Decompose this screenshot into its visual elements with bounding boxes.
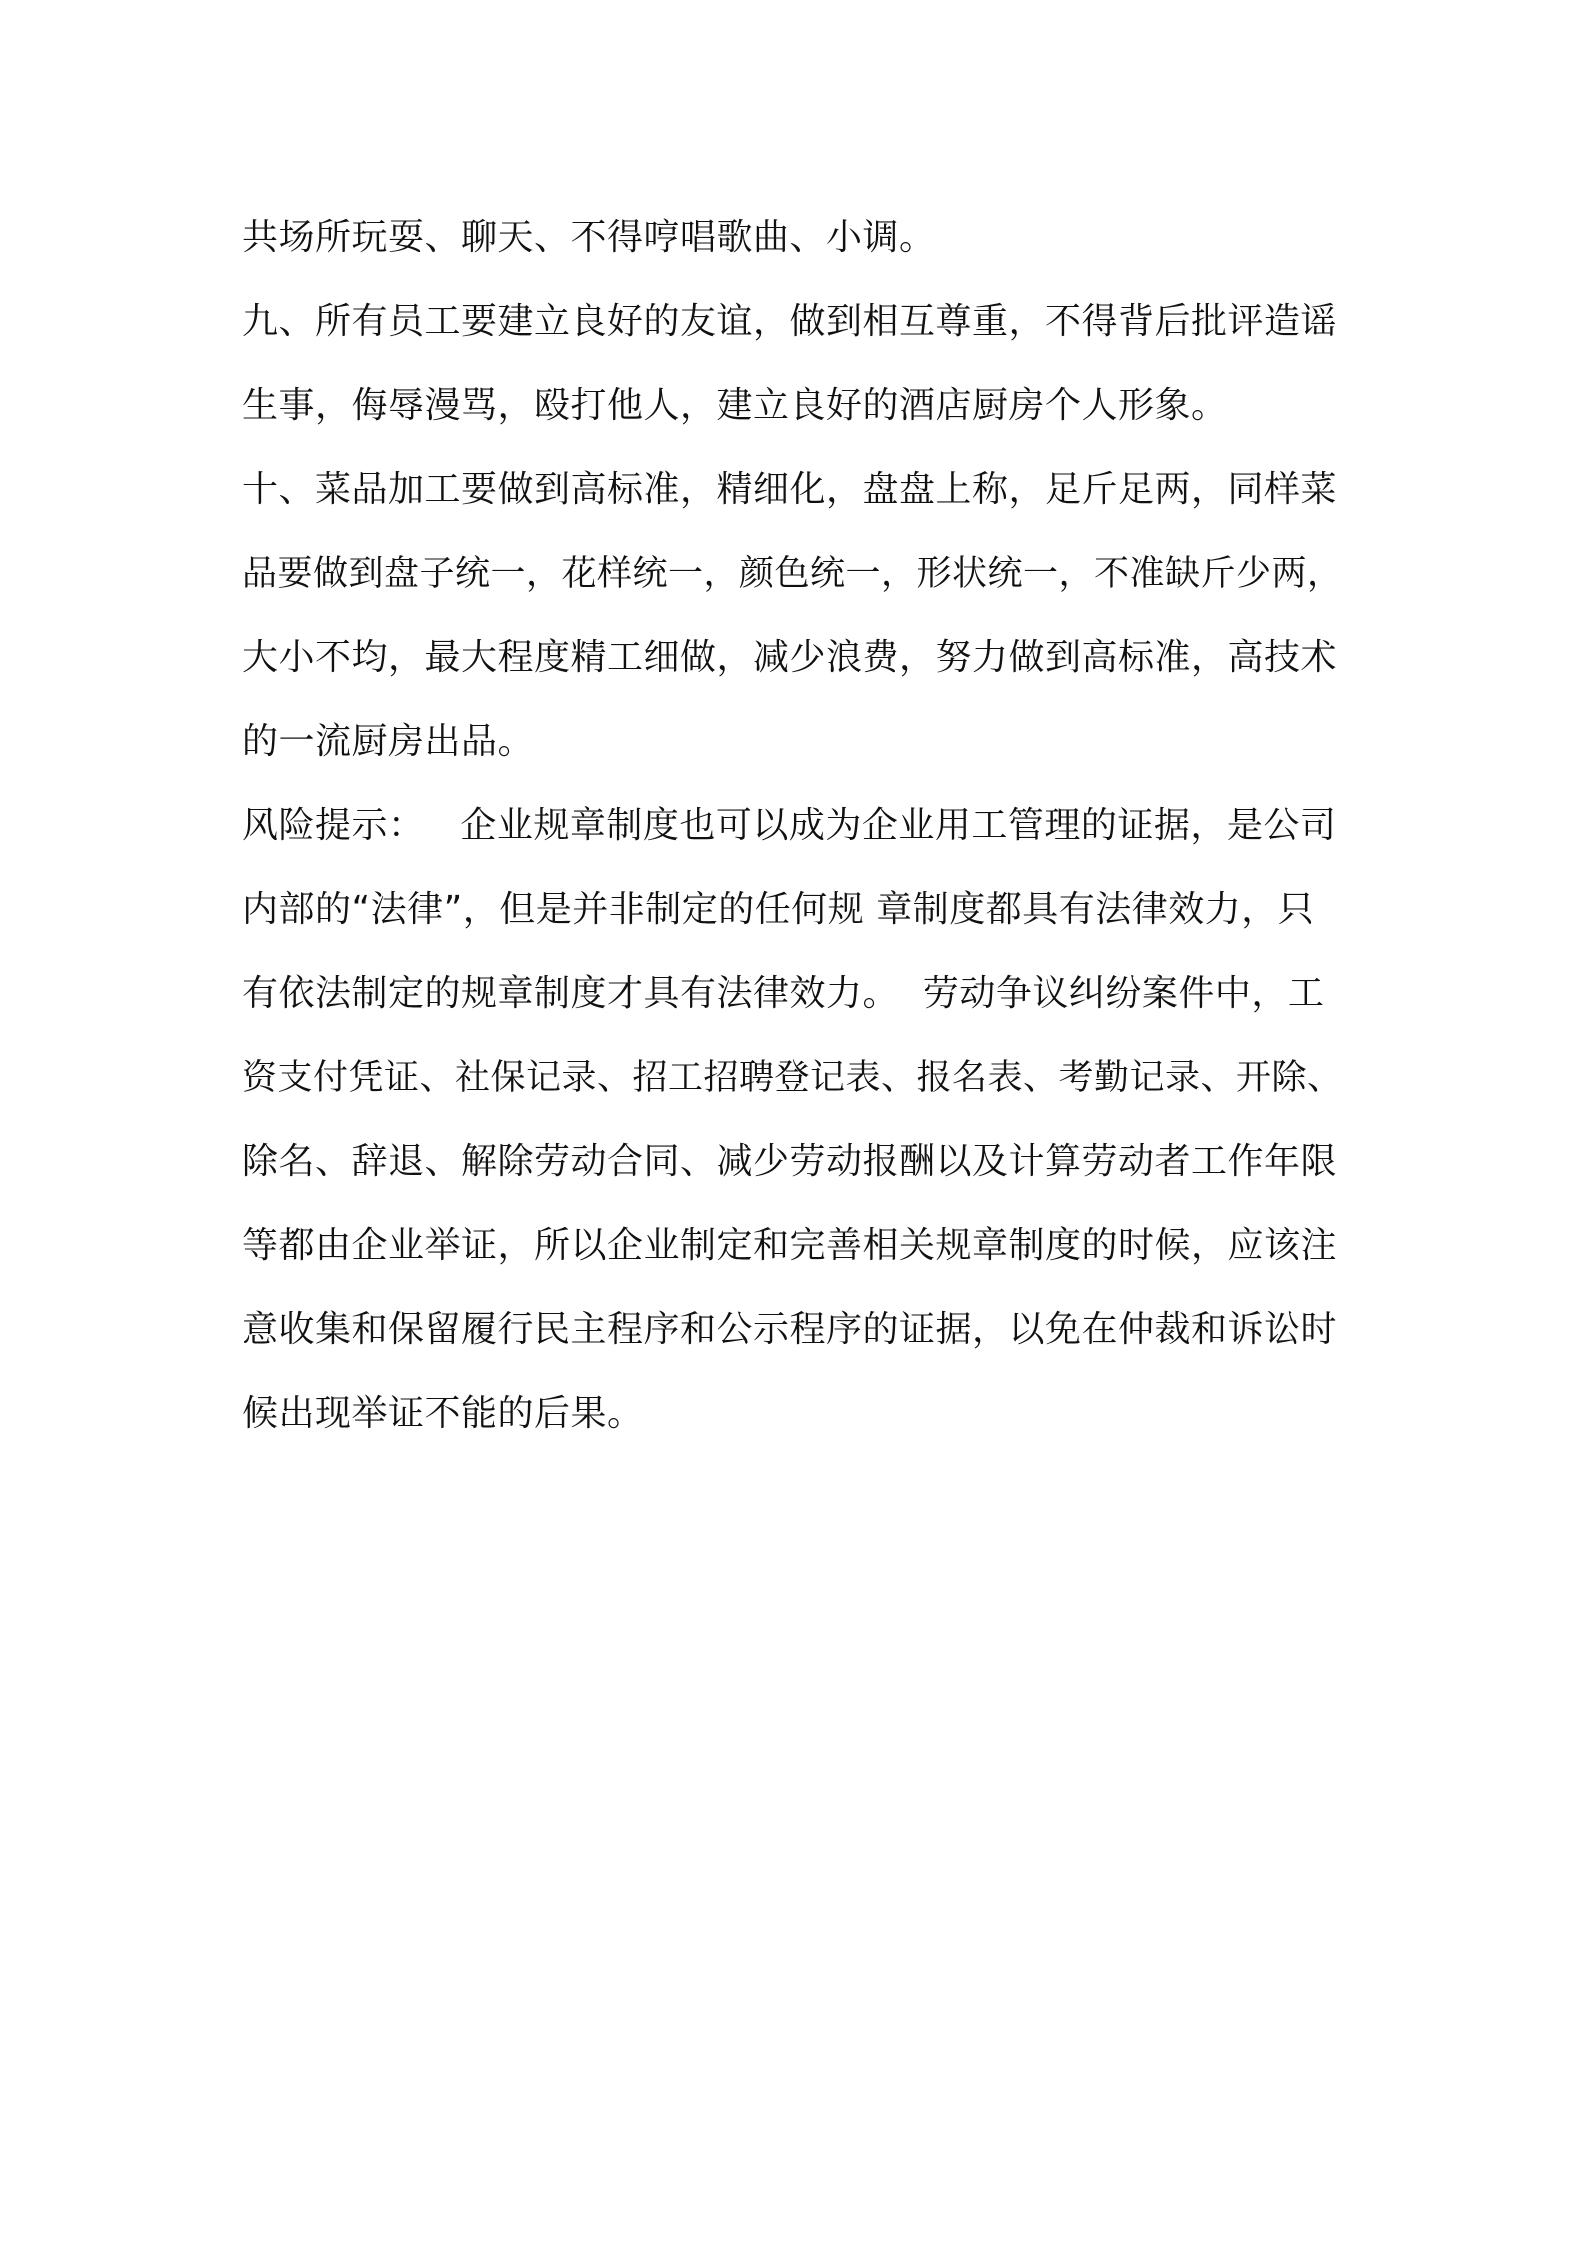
text-line-3: 生事，侮辱漫骂，殴打他人，建立良好的酒店厨房个人形象。 — [242, 385, 1228, 426]
text-line-6: 大小不均，最大程度精工细做，减少浪费，努力做到高标准，高技术 — [242, 637, 1338, 678]
text-line-1: 共场所玩耍、聊天、不得哼唱歌曲、小调。 — [242, 217, 936, 258]
document-body — [242, 196, 1357, 1456]
text-line-10: 有依法制定的规章制度才具有法律效力。 劳动争议纠纷案件中，工 — [242, 973, 1325, 1014]
text-line-15: 候出现举证不能的后果。 — [242, 1393, 644, 1434]
text-line-8-risk-note: 风险提示： 企业规章制度也可以成为企业用工管理的证据，是公司 — [242, 805, 1337, 846]
text-line-7: 的一流厨房出品。 — [242, 721, 535, 762]
text-line-5: 品要做到盘子统一，花样统一，颜色统一，形状统一，不准缺斤少两， — [242, 554, 1343, 594]
text-line-9: 内部的“法律”，但是并非制定的任何规 章制度都具有法律效力，只 — [242, 889, 1315, 930]
text-line-13: 等都由企业举证，所以企业制定和完善相关规章制度的时候，应该注 — [242, 1225, 1338, 1266]
text-line-2: 九、所有员工要建立良好的友谊，做到相互尊重，不得背后批评造谣 — [242, 301, 1338, 342]
text-line-14: 意收集和保留履行民主程序和公示程序的证据，以免在仲裁和诉讼时 — [242, 1309, 1338, 1350]
text-line-12: 除名、辞退、解除劳动合同、减少劳动报酬以及计算劳动者工作年限 — [242, 1141, 1338, 1182]
text-line-4: 十、菜品加工要做到高标准，精细化，盘盘上称，足斤足两，同样菜 — [242, 469, 1338, 510]
text-line-11: 资支付凭证、社保记录、招工招聘登记表、报名表、考勤记录、开除、 — [242, 1058, 1343, 1098]
